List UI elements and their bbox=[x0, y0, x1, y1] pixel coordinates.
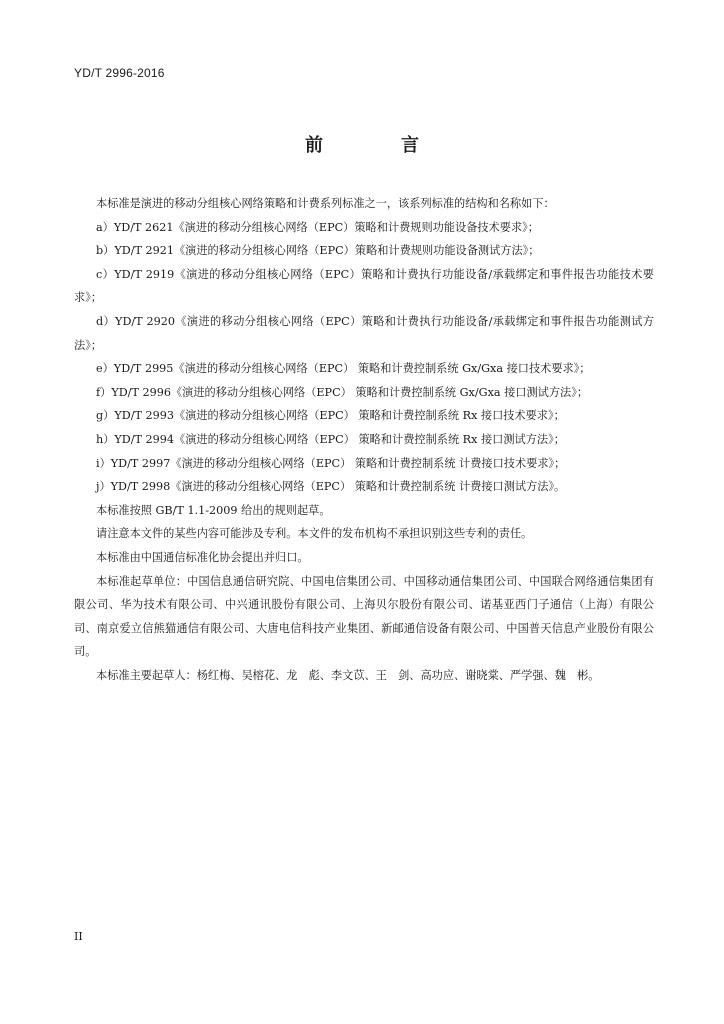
paragraph-drafting-rules: 本标准按照 GB/T 1.1-2009 给出的规则起草。 bbox=[96, 503, 331, 517]
document-body bbox=[74, 192, 654, 687]
list-item-g: g）YD/T 2993《演进的移动分组核心网络（EPC） 策略和计费控制系统 Rx 接口技术要求》； bbox=[96, 409, 565, 423]
list-item-c: c）YD/T 2919《演进的移动分组核心网络（EPC）策略和计费执行功能设备/承载绑定和事件报告功能技术要求》； bbox=[74, 267, 654, 305]
paragraph-proposer: 本标准由中国通信标准化协会提出并归口。 bbox=[96, 550, 309, 564]
document-code: YD/T 2996-2016 bbox=[74, 66, 165, 80]
paragraph-drafters: 本标准主要起草人：杨红梅、吴榕花、龙 彪、李文苡、王 剑、高功应、谢晓棠、严学强、魏 彬。 bbox=[96, 668, 600, 682]
list-item-i: i）YD/T 2997《演进的移动分组核心网络（EPC） 策略和计费控制系统 计费接口技术要求》； bbox=[96, 456, 566, 470]
list-item-d: d）YD/T 2920《演进的移动分组核心网络（EPC）策略和计费执行功能设备/承载绑定和事件报告功能测试方法》； bbox=[74, 314, 654, 352]
list-item-h: h）YD/T 2994《演进的移动分组核心网络（EPC） 策略和计费控制系统 Rx 接口测试方法》； bbox=[96, 432, 565, 446]
list-item-a: a）YD/T 2621《演进的移动分组核心网络（EPC）策略和计费规则功能设备技术要求》； bbox=[96, 220, 539, 234]
paragraph-intro: 本标准是演进的移动分组核心网络策略和计费系列标准之一，该系列标准的结构和名称如下： bbox=[96, 197, 555, 210]
list-item-b: b）YD/T 2921《演进的移动分组核心网络（EPC）策略和计费规则功能设备测试方法》； bbox=[96, 244, 540, 258]
page-title: 前 言 bbox=[305, 135, 449, 156]
paragraph-drafting-units: 本标准起草单位：中国信息通信研究院、中国电信集团公司、中国移动通信集团公司、中国联合网络通信集团有限公司、华为技术有限公司、中兴通讯股份有限公司、上海贝尔股份有限公司、诺基亚西门子通信（上海）有限公司、南京爱立信熊猫通信有限公司、大唐电信科技产业集团、新邮通信设备有限公司、中国普天信息产业股份有限公司。 bbox=[74, 574, 654, 659]
list-item-j: j）YD/T 2998《演进的移动分组核心网络（EPC） 策略和计费控制系统 计费接口测试方法》。 bbox=[96, 480, 566, 494]
page-number: II bbox=[74, 930, 83, 943]
list-item-e: e）YD/T 2995《演进的移动分组核心网络（EPC） 策略和计费控制系统 Gx/Gxa 接口技术要求》； bbox=[96, 362, 591, 376]
list-item-f: f）YD/T 2996《演进的移动分组核心网络（EPC） 策略和计费控制系统 Gx/Gxa 接口测试方法》； bbox=[96, 385, 589, 399]
paragraph-patent-notice: 请注意本文件的某些内容可能涉及专利。本文件的发布机构不承担识别这些专利的责任。 bbox=[96, 527, 533, 541]
